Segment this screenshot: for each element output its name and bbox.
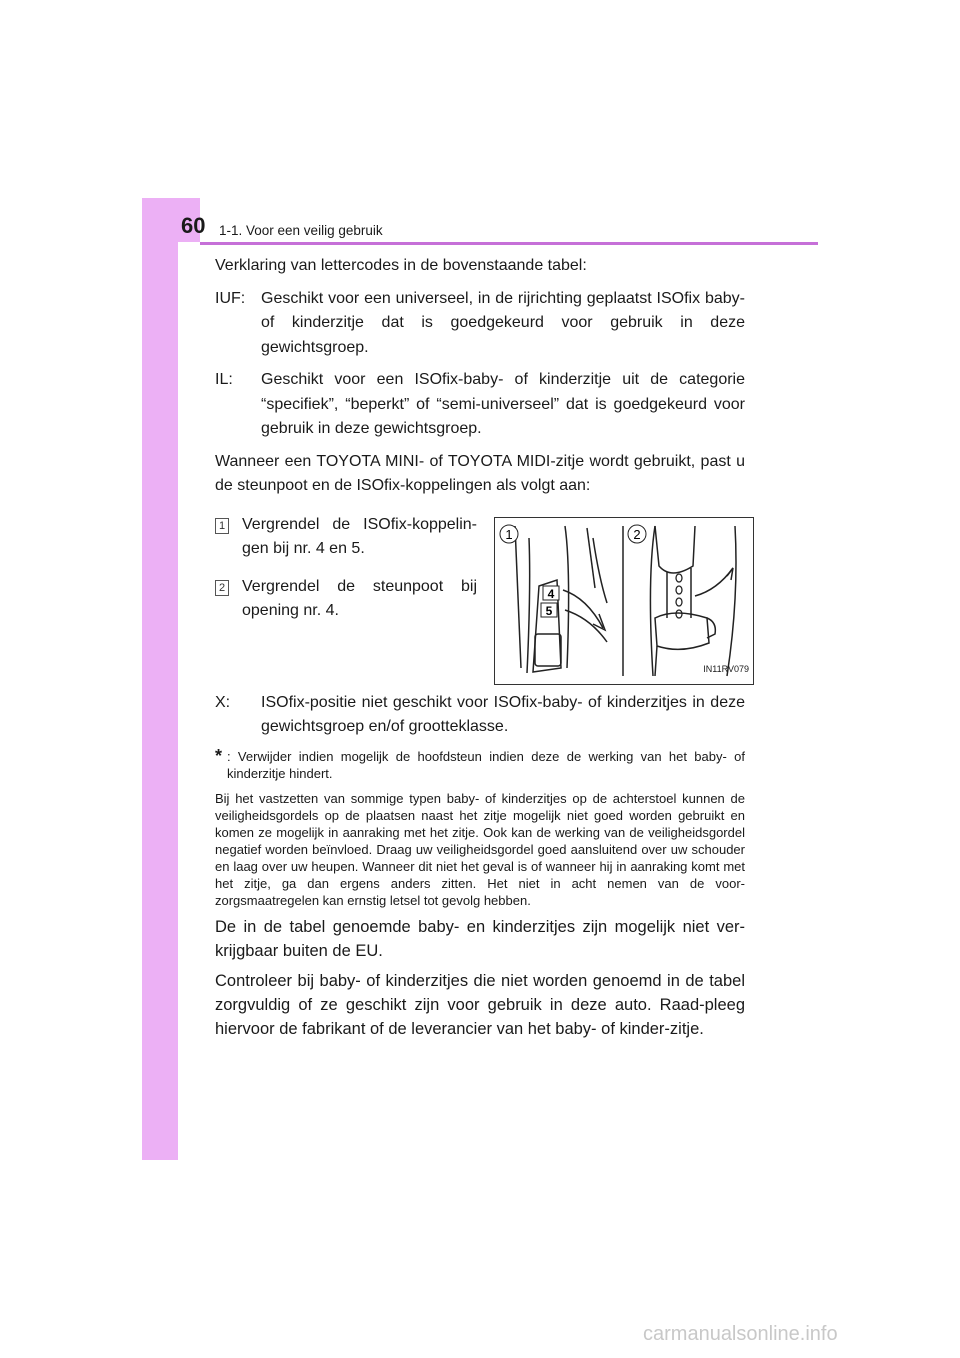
header-rule [200, 242, 818, 245]
section-title: 1-1. Voor een veilig gebruik [219, 223, 383, 238]
safety-warning: Bij het vastzetten van sommige typen baby- of kinderzitjes op de achterstoel kunnen de veiligheidsgordels op de plaatsen naast het zitje mogelijk niet goed worden gebruikt en komen ze mogelijk in aanraking met het zitje. Ook kan de werking van de veiligheidsgordel negatief worden beïnvloed. Draag uw veiligheidsgordel goed aansluitend over uw schouder en laag over uw heupen. Wanneer dit niet het geval is of wanneer hij in aanraking komt met het zitje, ga dan ergens anders zitten. Het niet in acht nemen van de voor-zorgsmaatregelen kan ernstig letsel tot gevolg hebben. [215, 790, 745, 908]
page-content [215, 254, 749, 1041]
step-text: Vergrendel de steunpoot bij opening nr. 4. [242, 577, 477, 619]
footnote-text: : Verwijder indien mogelijk de hoofdsteun indien deze de werking van het baby- of kinderzitje hindert. [227, 748, 745, 781]
panel-1-label: 1 [505, 526, 513, 542]
step-1 [215, 513, 477, 562]
step-2 [215, 575, 477, 624]
panel-2-label: 2 [633, 526, 641, 542]
step-number: 1 [215, 518, 229, 534]
definition-text: ISOfix-positie niet geschikt voor ISOfix-baby- of kinderzitjes in deze gewichtsgroep en/of grootteklasse. [261, 693, 745, 735]
footnote-mark: * [215, 745, 223, 766]
eu-availability-note: De in de tabel genoemde baby- en kinderzitjes zijn mogelijk niet ver-krijgbaar buiten de EU. [215, 917, 745, 960]
side-band [142, 198, 178, 1160]
slot-5-label: 5 [545, 603, 553, 618]
definition-code: X: [215, 693, 231, 711]
definition-code: IL: [215, 371, 233, 388]
definition-text: Geschikt voor een ISOfix-baby- of kinderzitje uit de categorie “specifiek”, “beperkt” of “semi-universeel” dat is goedgekeurd voor gebruik in deze gewichtsgroep. [261, 371, 745, 437]
definition-il [215, 368, 745, 442]
definition-text: Geschikt voor een universeel, in de rijrichting geplaatst ISOfix baby- of kinderzitje dat is goedgekeurd voor gebruik in deze gewichtsgroep. [261, 289, 745, 356]
isofix-illustration [494, 517, 754, 685]
compatibility-check-note: Controleer bij baby- of kinderzitjes die niet worden genoemd in de tabel zorgvuldig of ze geschikt zijn voor gebruik in deze auto. Raad-pleeg hiervoor de fabrikant of de leverancier van het baby- of kinder-zitje. [215, 971, 745, 1038]
steps-block [215, 509, 749, 677]
toyota-intro: Wanneer een TOYOTA MINI- of TOYOTA MIDI-zitje wordt gebruikt, past u de steunpoot en de ISOfix-koppelingen als volgt aan: [215, 452, 745, 494]
definition-x [215, 691, 745, 740]
definition-code: IUF: [215, 289, 246, 307]
page-number: 60 [181, 213, 206, 238]
figure-code: IN11RV079 [703, 664, 749, 674]
watermark: carmanualsonline.info [643, 1323, 838, 1345]
step-text: Vergrendel de ISOfix-koppelin-gen bij nr. 4 en 5. [242, 515, 477, 557]
legend-intro: Verklaring van lettercodes in de bovenstaande tabel: [215, 257, 587, 274]
step-number: 2 [215, 580, 229, 596]
slot-4-label: 4 [547, 586, 555, 601]
footnote [215, 745, 745, 782]
definition-iuf [215, 287, 745, 361]
